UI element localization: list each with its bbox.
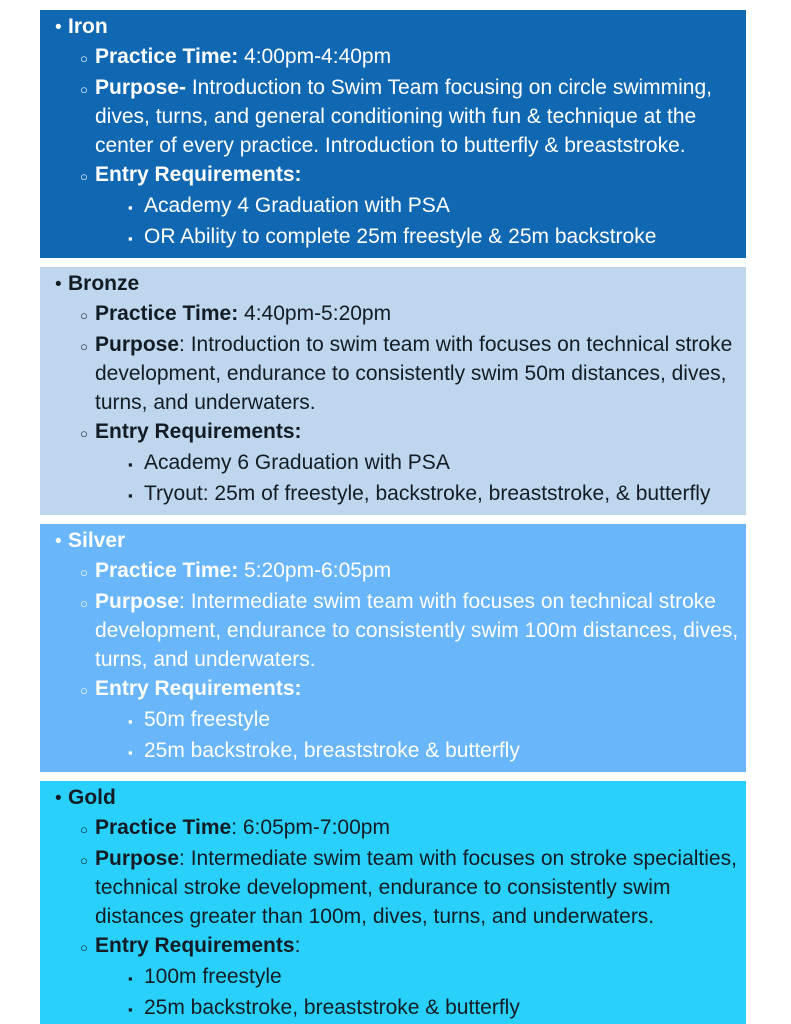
circle-bullet-icon: ○ xyxy=(80,51,88,66)
purpose-value: : Introduction to swim team with focuses on technical stroke development, endurance to consistently swim 50m distances, dives, turns, and underwaters. xyxy=(95,333,733,414)
practice-time-text xyxy=(95,42,740,71)
entry-requirements-line xyxy=(40,674,740,705)
purpose-value: Introduction to Swim Team focusing on circle swimming, dives, turns, and general conditioning with fun & technique at the center of every practice. Introduction to butterfly & breaststroke. xyxy=(95,76,712,157)
practice-time-line xyxy=(40,42,740,73)
section-iron xyxy=(40,10,746,258)
section-gold xyxy=(40,781,746,1024)
level-title-line xyxy=(40,269,740,299)
level-name: Silver xyxy=(68,529,126,552)
practice-time-value: : 6:05pm-7:00pm xyxy=(231,816,390,839)
level-title-line xyxy=(40,12,740,42)
purpose-value: : Intermediate swim team with focuses on technical stroke development, endurance to consistently swim 100m distances, dives, turns, and underwaters. xyxy=(95,590,739,671)
requirement-item xyxy=(40,705,740,736)
entry-requirements-colon: : xyxy=(294,934,301,957)
entry-requirements-line xyxy=(40,160,740,191)
requirement-text: 50m freestyle xyxy=(144,708,271,731)
entry-requirements-text xyxy=(95,674,740,703)
circle-bullet-icon: ○ xyxy=(80,426,88,441)
purpose-label: Purpose xyxy=(95,590,180,613)
practice-time-line xyxy=(40,556,740,587)
requirement-item xyxy=(40,222,740,253)
requirement-item xyxy=(40,448,740,479)
purpose-text xyxy=(95,844,740,931)
practice-time-text xyxy=(95,556,740,585)
practice-time-line xyxy=(40,299,740,330)
practice-time-value: 5:20pm-6:05pm xyxy=(238,559,392,582)
practice-time-label: Practice Time: xyxy=(95,45,239,68)
practice-time-line xyxy=(40,813,740,844)
requirement-item xyxy=(40,736,740,767)
purpose-value: : Intermediate swim team with focuses on stroke specialties, technical stroke development, endurance to consistently swim distances greater than 100m, dives, turns, and underwaters. xyxy=(95,847,737,928)
requirement-item xyxy=(40,191,740,222)
circle-bullet-icon: ○ xyxy=(80,822,88,837)
practice-time-label: Practice Time: xyxy=(95,302,239,325)
circle-bullet-icon: ○ xyxy=(80,565,88,580)
level-name: Iron xyxy=(68,15,108,38)
purpose-line xyxy=(40,73,740,160)
circle-bullet-icon: ○ xyxy=(80,683,88,698)
practice-time-value: 4:00pm-4:40pm xyxy=(238,45,392,68)
square-bullet-icon: ▪ xyxy=(128,231,133,246)
practice-time-value: 4:40pm-5:20pm xyxy=(238,302,392,325)
entry-requirements-text xyxy=(95,417,740,446)
circle-bullet-icon: ○ xyxy=(80,940,88,955)
entry-requirements-label: Entry Requirements: xyxy=(95,677,302,700)
requirement-text: 100m freestyle xyxy=(144,965,282,988)
entry-requirements-line xyxy=(40,931,740,962)
practice-time-label: Practice Time xyxy=(95,816,232,839)
purpose-text xyxy=(95,587,740,674)
purpose-line xyxy=(40,330,740,417)
level-name: Bronze xyxy=(68,272,140,295)
disc-bullet-icon: • xyxy=(55,531,62,552)
requirement-item xyxy=(40,479,740,510)
square-bullet-icon: ▪ xyxy=(128,457,133,472)
level-name: Gold xyxy=(68,786,116,809)
entry-requirements-label: Entry Requirements xyxy=(95,934,295,957)
practice-time-text xyxy=(95,299,740,328)
purpose-line xyxy=(40,587,740,674)
section-silver xyxy=(40,524,746,772)
purpose-label: Purpose xyxy=(95,847,180,870)
level-title-line xyxy=(40,783,740,813)
requirement-text: Academy 6 Graduation with PSA xyxy=(144,451,450,474)
requirement-text: Tryout: 25m of freestyle, backstroke, breaststroke, & butterfly xyxy=(144,482,711,505)
square-bullet-icon: ▪ xyxy=(128,1002,133,1017)
square-bullet-icon: ▪ xyxy=(128,200,133,215)
practice-time-text xyxy=(95,813,740,842)
entry-requirements-label: Entry Requirements: xyxy=(95,420,302,443)
disc-bullet-icon: • xyxy=(55,274,62,295)
square-bullet-icon: ▪ xyxy=(128,971,133,986)
square-bullet-icon: ▪ xyxy=(128,714,133,729)
circle-bullet-icon: ○ xyxy=(80,82,88,97)
requirement-text: 25m backstroke, breaststroke & butterfly xyxy=(144,996,520,1019)
circle-bullet-icon: ○ xyxy=(80,308,88,323)
requirement-item xyxy=(40,962,740,993)
square-bullet-icon: ▪ xyxy=(128,488,133,503)
circle-bullet-icon: ○ xyxy=(80,853,88,868)
requirement-text: Academy 4 Graduation with PSA xyxy=(144,194,450,217)
purpose-label: Purpose xyxy=(95,333,180,356)
entry-requirements-line xyxy=(40,417,740,448)
purpose-label: Purpose- xyxy=(95,76,187,99)
circle-bullet-icon: ○ xyxy=(80,596,88,611)
purpose-text xyxy=(95,73,740,160)
level-title-line xyxy=(40,526,740,556)
requirement-item xyxy=(40,993,740,1024)
purpose-text xyxy=(95,330,740,417)
requirement-text: OR Ability to complete 25m freestyle & 25m backstroke xyxy=(144,225,657,248)
requirement-text: 25m backstroke, breaststroke & butterfly xyxy=(144,739,520,762)
circle-bullet-icon: ○ xyxy=(80,339,88,354)
disc-bullet-icon: • xyxy=(55,788,62,809)
square-bullet-icon: ▪ xyxy=(128,745,133,760)
circle-bullet-icon: ○ xyxy=(80,169,88,184)
section-bronze xyxy=(40,267,746,515)
entry-requirements-label: Entry Requirements: xyxy=(95,163,302,186)
entry-requirements-text xyxy=(95,931,740,960)
entry-requirements-text xyxy=(95,160,740,189)
disc-bullet-icon: • xyxy=(55,17,62,38)
purpose-line xyxy=(40,844,740,931)
practice-time-label: Practice Time: xyxy=(95,559,239,582)
